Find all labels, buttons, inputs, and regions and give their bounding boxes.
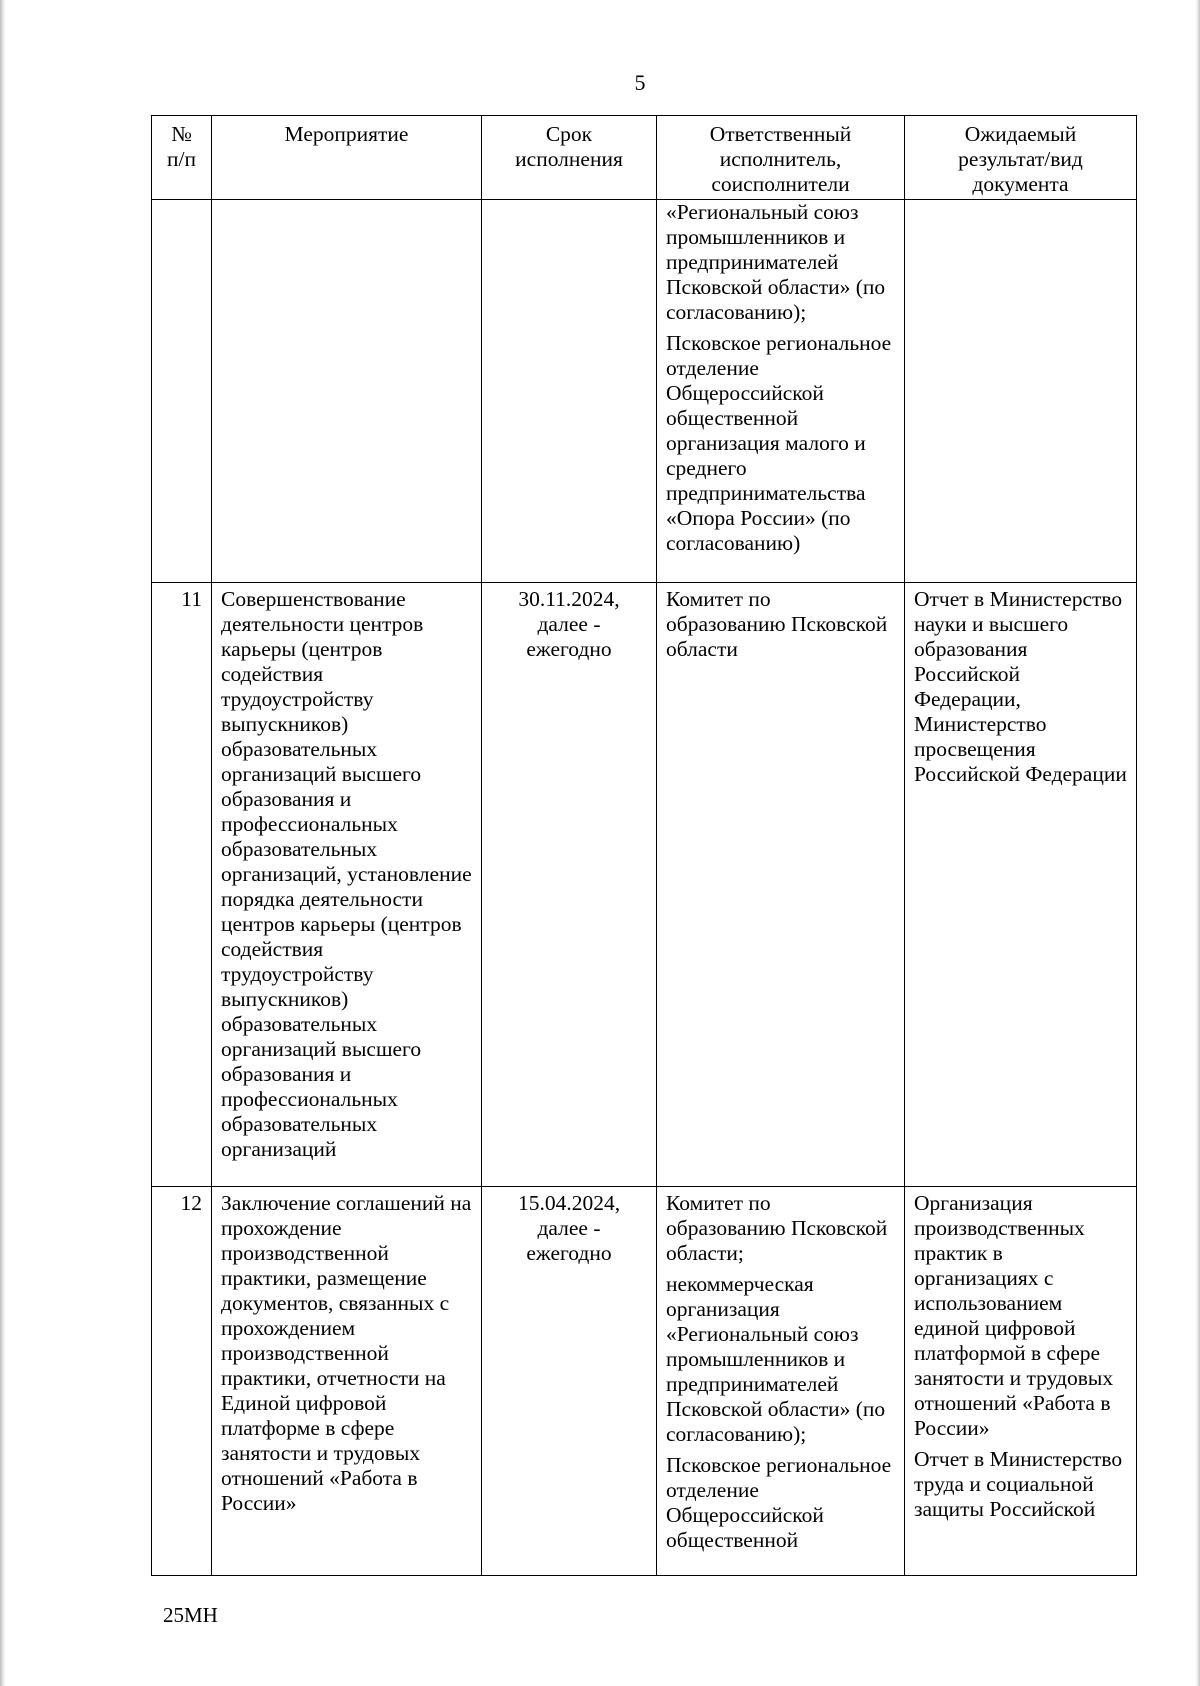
header-executors: Ответственный исполнитель, соисполнители <box>657 116 905 200</box>
cell-number: 12 <box>152 1187 212 1576</box>
cell-number <box>152 200 212 583</box>
table-row-continuation <box>152 200 1137 583</box>
cell-deadline: 15.04.2024, далее - ежегодно <box>482 1187 657 1576</box>
cell-executors <box>657 200 905 583</box>
executor-paragraph: некоммерческая организация «Региональный союз промышленников и предпринимателей Псковской области» (по согласованию); <box>666 1272 886 1446</box>
result-paragraph: Организация производственных практик в организациях с использованием единой цифровой платформой в сфере занятости и трудовых отношений «Работа в России» <box>914 1191 1114 1440</box>
cell-result <box>905 1187 1137 1576</box>
page-number: 5 <box>634 70 646 95</box>
cell-result <box>905 200 1137 583</box>
table-header-row <box>152 116 1137 200</box>
action-plan-table <box>151 115 1137 1576</box>
cell-activity <box>212 200 482 583</box>
cell-activity: Совершенствование деятельности центров карьеры (центров содействия трудоустройству выпускников) образовательных организаций высшего образования и профессиональных образовательных организаций, установление порядка деятельности центров карьеры (центров содействия трудоустройству выпускников) образовательных организаций высшего образования и профессиональных образовательных организаций <box>212 583 482 1187</box>
cell-deadline <box>482 200 657 583</box>
table-row <box>152 583 1137 1187</box>
document-code: 25МН <box>163 1603 218 1627</box>
scan-edge-right <box>1195 0 1200 1686</box>
cell-deadline: 30.11.2024, далее - ежегодно <box>482 583 657 1187</box>
header-result: Ожидаемый результат/вид документа <box>905 116 1137 200</box>
executor-paragraph: Псковское региональное отделение Общероссийской общественной <box>666 1453 892 1552</box>
cell-result <box>905 583 1137 1187</box>
header-activity: Мероприятие <box>212 116 482 200</box>
cell-number: 11 <box>152 583 212 1187</box>
result-paragraph: Отчет в Министерство труда и социальной защиты Российской <box>914 1447 1123 1521</box>
cell-executors <box>657 1187 905 1576</box>
executor-paragraph: Комитет по образованию Псковской области; <box>666 1191 888 1265</box>
cell-activity: Заключение соглашений на прохождение производственной практики, размещение документов, связанных с прохождением производственной практики, отчетности на Единой цифровой платформе в сфере занятости и трудовых отношений «Работа в России» <box>212 1187 482 1576</box>
executor-paragraph: Комитет по образованию Псковской области <box>666 587 888 661</box>
header-deadline: Срок исполнения <box>482 116 657 200</box>
cell-executors <box>657 583 905 1187</box>
table-row <box>152 1187 1137 1576</box>
result-paragraph: Отчет в Министерство науки и высшего образования Российской Федерации, Министерство просвещения Российской Федерации <box>914 587 1127 786</box>
executor-paragraph: Псковское региональное отделение Общероссийской общественной организация малого и среднего предпринимательства «Опора России» (по согласованию) <box>666 331 892 555</box>
header-number: № п/п <box>152 116 212 200</box>
scan-edge-left <box>0 0 6 1686</box>
executor-paragraph: «Региональный союз промышленников и предпринимателей Псковской области» (по согласованию); <box>666 200 886 324</box>
